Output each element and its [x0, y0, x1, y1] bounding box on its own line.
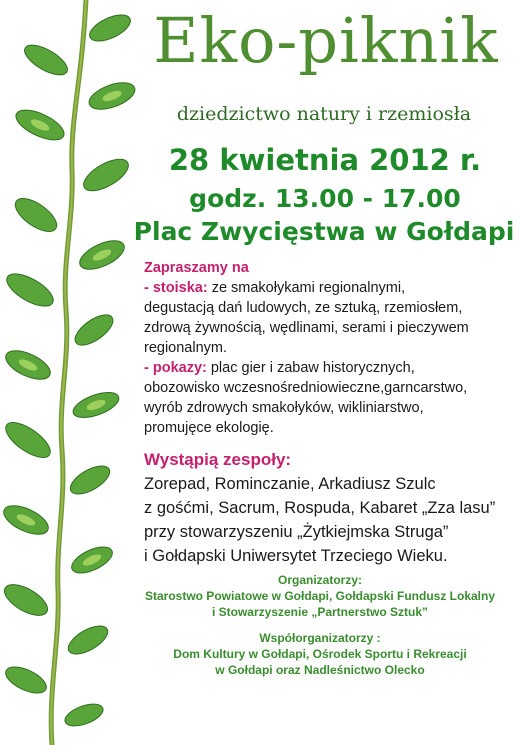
- stoiska-text: degustacją dań ludowych, ze sztuką, rzemiosłem,: [144, 300, 463, 316]
- pokazy-text: promujęce ekologię.: [144, 420, 274, 436]
- bands-line: przy stowarzyszeniu „Żytkiejmska Struga”: [144, 523, 449, 541]
- bands-section: [144, 448, 514, 568]
- invitation-section: [144, 258, 514, 438]
- stoiska-line: [144, 278, 514, 298]
- event-date: 28 kwietnia 2012 r.: [168, 143, 482, 177]
- organizers-section: [120, 572, 520, 620]
- pokazy-text: obozowisko wczesnośredniowieczne,garncarstwo,: [144, 380, 468, 396]
- stoiska-text: regionalnym.: [144, 340, 228, 356]
- organizers-heading: Organizatorzy:: [277, 573, 362, 587]
- event-hours: godz. 13.00 - 17.00: [189, 184, 461, 213]
- event-place: Plac Zwycięstwa w Gołdapi: [133, 217, 515, 246]
- organizers-line: Starostwo Powiatowe w Gołdapi, Gołdapski Fundusz Lokalny: [144, 589, 496, 603]
- pokazy-text: plac gier i zabaw historycznych,: [206, 360, 415, 376]
- organizers-line: i Stowarzyszenie „Partnerstwo Sztuk”: [211, 605, 429, 619]
- coorganizers-heading: Współorganizatorzy :: [259, 631, 381, 645]
- pokazy-label: - pokazy:: [144, 360, 207, 376]
- stoiska-label: - stoiska:: [144, 280, 208, 296]
- stoiska-text: zdrową żywnością, wędlinami, serami i pieczywem: [144, 320, 469, 336]
- pokazy-text: wyrób zdrowych smakołyków, wikliniarstwo,: [144, 400, 424, 416]
- pokazy-line: [144, 358, 514, 378]
- bands-line: i Gołdapski Uniwersytet Trzeciego Wieku.: [144, 547, 448, 565]
- bands-line: Zorepad, Rominczanie, Arkadiusz Szulc: [144, 475, 436, 493]
- stoiska-text: ze smakołykami regionalnymi,: [207, 280, 406, 296]
- coorganizers-line: Dom Kultury w Gołdapi, Ośrodek Sportu i Rekreacji: [173, 647, 467, 661]
- invitation-heading: Zapraszamy na: [144, 260, 249, 276]
- plant-illustration: [0, 0, 140, 745]
- poster-title: Eko-piknik: [153, 4, 499, 77]
- bands-heading: Wystąpią zespoły:: [144, 450, 292, 469]
- poster-subtitle: dziedzictwo natury i rzemiosła: [176, 103, 472, 125]
- coorganizers-section: [120, 630, 520, 678]
- coorganizers-line: w Gołdapi oraz Nadleśnictwo Olecko: [215, 663, 425, 677]
- bands-line: z gośćmi, Sacrum, Rospuda, Kabaret „Zza lasu”: [144, 499, 496, 517]
